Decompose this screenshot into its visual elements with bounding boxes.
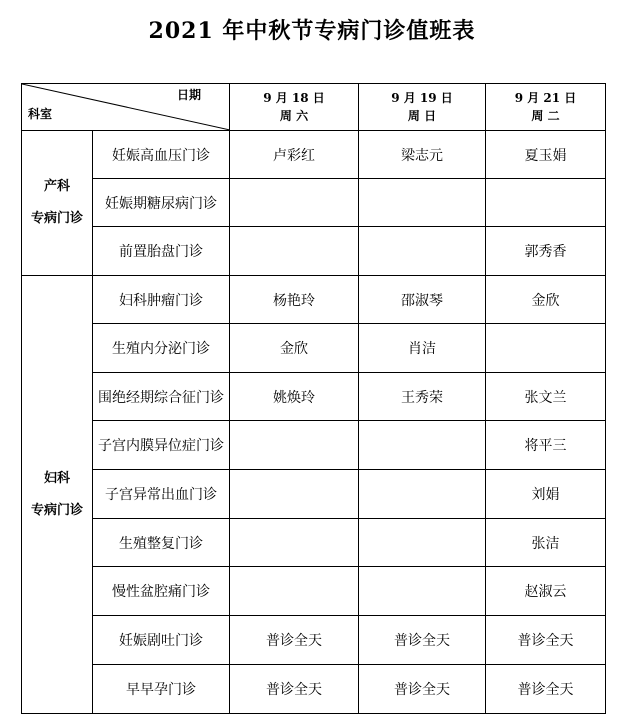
doctor-cell [359,470,486,519]
doctor-cell [230,179,359,227]
doctor-cell: 杨艳玲 [230,276,359,324]
date-header-weekday: 周 二 [531,109,560,123]
doctor-cell [486,324,606,373]
doctor-cell: 普诊全天 [486,665,606,714]
header-date-label: 日期 [176,88,201,102]
doctor-cell: 普诊全天 [359,616,486,665]
doctor-cell [359,227,486,276]
table-row [22,567,606,616]
dept-subtitle: 专病门诊 [30,211,83,226]
clinic-name-cell: 生殖内分泌门诊 [93,324,230,373]
table-row [22,519,606,567]
doctor-cell: 普诊全天 [359,665,486,714]
doctor-cell [230,567,359,616]
header-corner-cell [22,84,230,131]
page-title: 2021 年中秋节专病门诊值班表 [148,18,476,44]
dept-subtitle: 专病门诊 [30,502,83,518]
table-row [22,616,606,665]
date-header-0 [230,84,359,131]
doctor-cell [359,567,486,616]
doctor-cell: 金欣 [230,324,359,373]
table-row [22,421,606,470]
doctor-cell: 张文兰 [486,373,606,421]
doctor-cell [486,179,606,227]
table-body [22,131,606,714]
dept-cell [22,276,93,714]
doctor-cell: 张洁 [486,519,606,567]
clinic-name-cell: 子宫内膜异位症门诊 [93,421,230,470]
date-header-date: 9 月 18 日 [263,91,325,105]
table-row [22,665,606,714]
doctor-cell: 邵淑琴 [359,276,486,324]
clinic-name-cell: 围绝经期综合征门诊 [93,373,230,421]
dept-name: 妇科 [43,470,70,486]
date-header-weekday: 周 六 [279,109,309,123]
date-header-date: 9 月 21 日 [514,91,577,105]
date-header-weekday: 周 日 [407,109,437,123]
duty-schedule-table [21,83,606,714]
doctor-cell [359,179,486,227]
clinic-name-cell: 妇科肿瘤门诊 [93,276,230,324]
date-header-2 [486,84,606,131]
table-row [22,373,606,421]
table-row [22,179,606,227]
doctor-cell: 夏玉娟 [486,131,606,179]
doctor-cell [230,519,359,567]
clinic-name-cell: 妊娠高血压门诊 [93,131,230,179]
date-header-date: 9 月 19 日 [391,91,453,105]
doctor-cell: 姚焕玲 [230,373,359,421]
table-header-row [22,84,606,131]
doctor-cell: 王秀荣 [359,373,486,421]
date-header-1 [359,84,486,131]
table-row [22,470,606,519]
clinic-name-cell: 早早孕门诊 [93,665,230,714]
dept-cell [22,131,93,276]
clinic-name-cell: 子宫异常出血门诊 [93,470,230,519]
clinic-name-cell: 慢性盆腔痛门诊 [93,567,230,616]
doctor-cell: 卢彩红 [230,131,359,179]
clinic-name-cell: 前置胎盘门诊 [93,227,230,276]
table-row [22,324,606,373]
doctor-cell [359,421,486,470]
table-row [22,131,606,179]
doctor-cell: 金欣 [486,276,606,324]
doctor-cell: 普诊全天 [230,665,359,714]
table-row [22,227,606,276]
doctor-cell [230,421,359,470]
clinic-name-cell: 生殖整复门诊 [93,519,230,567]
doctor-cell [230,470,359,519]
doctor-cell: 赵淑云 [486,567,606,616]
doctor-cell: 刘娟 [486,470,606,519]
clinic-name-cell: 妊娠剧吐门诊 [93,616,230,665]
doctor-cell: 梁志元 [359,131,486,179]
doctor-cell: 肖洁 [359,324,486,373]
doctor-cell: 普诊全天 [486,616,606,665]
doctor-cell: 郭秀香 [486,227,606,276]
doctor-cell: 将平三 [486,421,606,470]
header-dept-label: 科室 [28,107,53,121]
dept-name: 产科 [43,179,70,194]
doctor-cell [359,519,486,567]
table-row [22,276,606,324]
doctor-cell: 普诊全天 [230,616,359,665]
clinic-name-cell: 妊娠期糖尿病门诊 [93,179,230,227]
doctor-cell [230,227,359,276]
